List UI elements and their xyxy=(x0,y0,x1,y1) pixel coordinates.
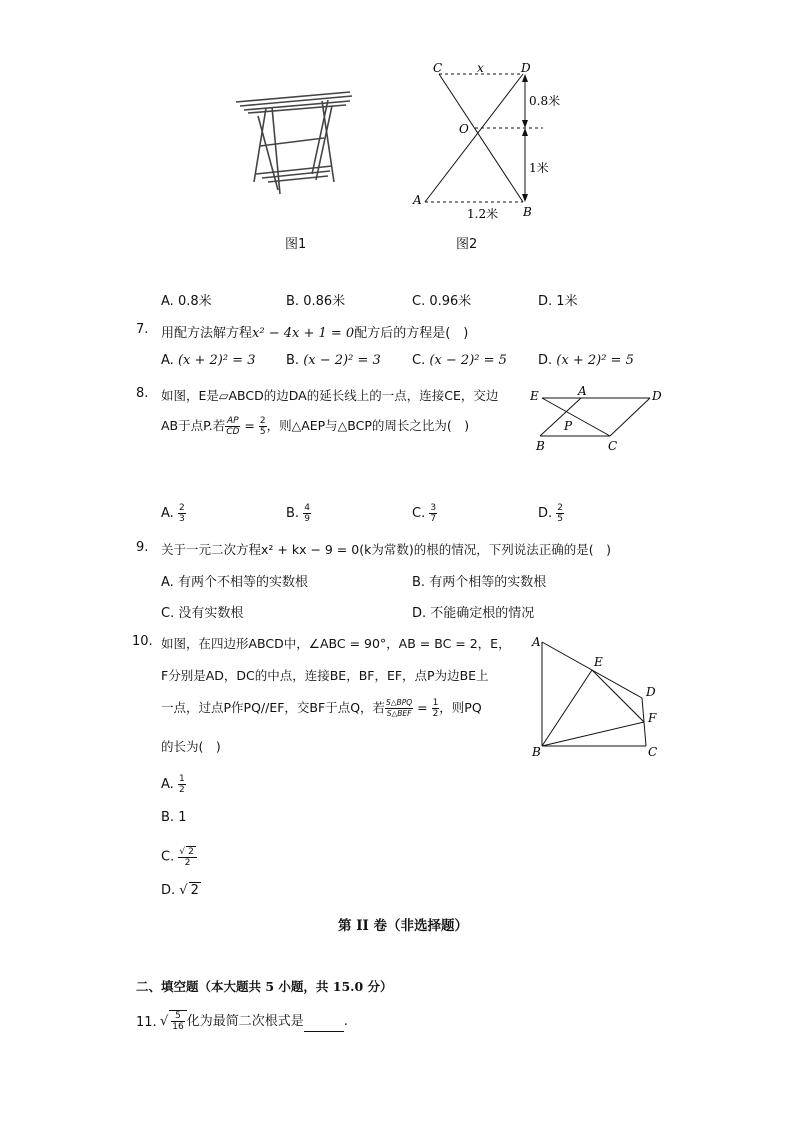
section-2-title: 第 II 卷（非选择题） xyxy=(338,918,469,934)
q6-option-a: A. 0.8米 xyxy=(161,294,212,309)
part-2-heading: 二、填空题（本大题共 5 小题，共 15.0 分） xyxy=(136,979,393,994)
q10-fig-label-C: C xyxy=(648,745,658,759)
q10-fig-label-E: E xyxy=(594,655,603,669)
fig2-label-D: D xyxy=(521,61,531,75)
q10-option-b: B. 1 xyxy=(161,810,187,825)
q8-fig-label-A: A xyxy=(578,384,587,398)
q9-option-a: A. 有两个不相等的实数根 xyxy=(161,575,308,590)
q7-option-b: B. (x − 2)² = 3 xyxy=(286,353,381,368)
q9-option-c: C. 没有实数根 xyxy=(161,606,244,621)
q9-stem: 关于一元二次方程x² + kx − 9 = 0(k为常数)的根的情况，下列说法正确的是( ) xyxy=(161,542,611,557)
q7-number: 7. xyxy=(136,322,149,337)
q8-fig-label-D: D xyxy=(652,389,662,403)
fig2-label-B: B xyxy=(523,205,532,219)
fig2-label-x: x xyxy=(477,61,484,75)
q9-number: 9. xyxy=(136,540,149,555)
q8-fig-label-C: C xyxy=(608,439,618,453)
q8-option-c: C. $\frac{3}{7}$ xyxy=(412,503,437,524)
q9-option-b: B. 有两个相等的实数根 xyxy=(412,575,547,590)
q10-figure-quadrilateral xyxy=(528,632,668,762)
fig2-label-mid-distance: 1米 xyxy=(529,161,549,175)
q10-fig-label-D: D xyxy=(646,685,656,699)
q7-option-d: D. (x + 2)² = 5 xyxy=(538,353,634,368)
q8-option-a: A. $\frac{2}{3}$ xyxy=(161,503,185,524)
fig2-label-C: C xyxy=(433,61,443,75)
q6-option-d: D. 1米 xyxy=(538,294,578,309)
q11-stem: √ $\frac{5}{16}$ 化为最简二次根式是 . xyxy=(160,1011,348,1032)
q11-number: 11. xyxy=(136,1015,157,1030)
q8-fig-label-P: P xyxy=(564,419,573,433)
q10-option-c: C. $\frac{√ 2}{2}$ xyxy=(161,846,197,868)
q11-answer-blank[interactable] xyxy=(304,1031,344,1032)
figure-1-caption: 图1 xyxy=(285,237,307,252)
q8-stem-line2: AB于点P.若 $\frac{AP}{CD}$ = $\frac{2}{5}$ ，则△AEP与△BCP的周长之比为( ) xyxy=(161,416,470,437)
q10-option-a: A. $\frac{1}{2}$ xyxy=(161,774,185,795)
q10-stem-line2: F分别是AD，DC的中点，连接BE，BF，EF，点P为边BE上 xyxy=(161,668,489,683)
q10-stem-line1: 如图，在四边形ABCD中，∠ABC = 90°，AB = BC = 2，E， xyxy=(161,636,511,651)
q7-option-c: C. (x − 2)² = 5 xyxy=(412,353,507,368)
q10-fig-label-F: F xyxy=(648,711,657,725)
fig2-label-A: A xyxy=(413,193,422,207)
q10-option-d: D. √ 2 xyxy=(161,883,199,898)
q10-fig-label-A: A xyxy=(532,635,541,649)
q7-option-a: A. (x + 2)² = 3 xyxy=(161,353,256,368)
q8-figure-parallelogram xyxy=(526,384,666,454)
q6-option-c: C. 0.96米 xyxy=(412,294,472,309)
figure-1-drying-rack xyxy=(232,86,356,204)
fig2-label-bottom-distance: 1.2米 xyxy=(467,207,499,221)
q10-number: 10. xyxy=(132,634,153,649)
figure-2-caption: 图2 xyxy=(456,237,478,252)
q10-stem-line3: 一点，过点P作PQ//EF，交BF于点Q，若 $\frac{\text{S△BPQ}}{\text{S△BEF}}$ = $\frac{1}{2}$ ，则PQ xyxy=(161,698,482,719)
q8-fig-label-B: B xyxy=(536,439,545,453)
fig2-label-O: O xyxy=(459,122,469,136)
q7-stem: 用配方法解方程x² − 4x + 1 = 0配方后的方程是( ) xyxy=(161,326,469,341)
q10-fig-label-B: B xyxy=(532,745,541,759)
q10-stem-line4: 的长为( ) xyxy=(161,739,221,754)
fig2-label-top-distance: 0.8米 xyxy=(529,94,561,108)
q9-option-d: D. 不能确定根的情况 xyxy=(412,606,535,621)
figure-2-diagram xyxy=(405,58,565,226)
q8-number: 8. xyxy=(136,386,149,401)
q8-fig-label-E: E xyxy=(530,389,539,403)
q8-option-b: B. $\frac{4}{9}$ xyxy=(286,503,310,524)
q6-option-b: B. 0.86米 xyxy=(286,294,346,309)
q8-stem-line1: 如图，E是▱ABCD的边DA的延长线上的一点，连接CE，交边 xyxy=(161,388,499,403)
q8-option-d: D. $\frac{2}{5}$ xyxy=(538,503,564,524)
